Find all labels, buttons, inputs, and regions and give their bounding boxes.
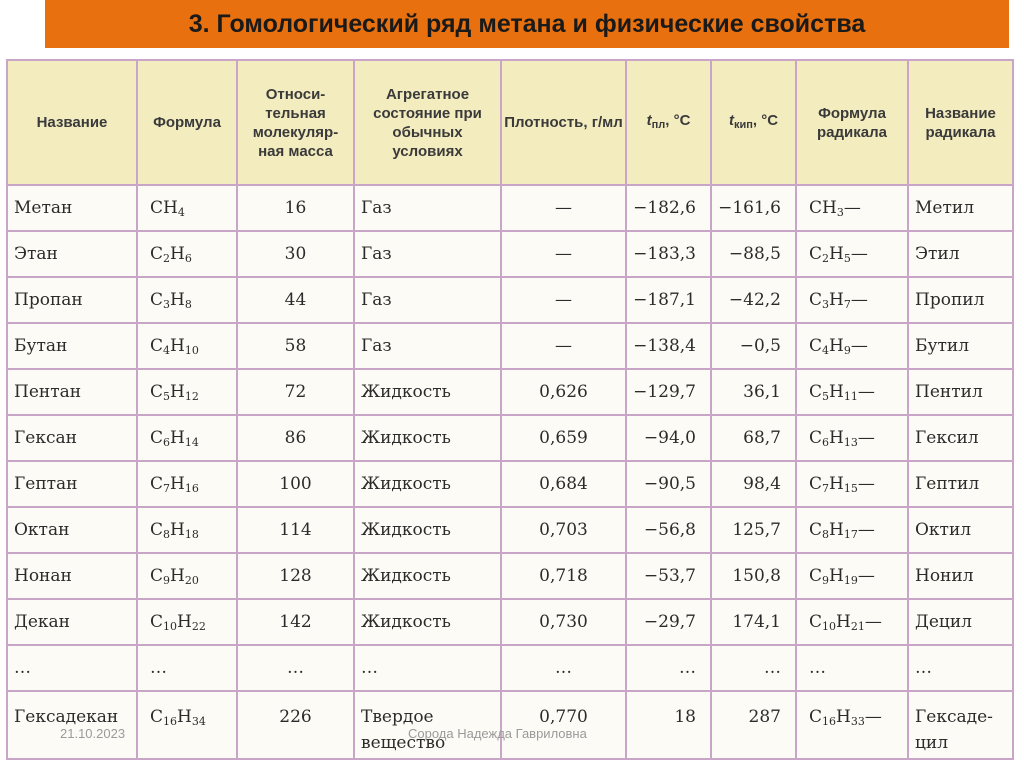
cell-melting-point: … xyxy=(626,645,711,691)
cell-formula xyxy=(137,691,237,759)
cell-density: … xyxy=(501,645,626,691)
cell-formula xyxy=(137,323,237,369)
formula-part: C xyxy=(150,243,164,264)
radical-part: 2 xyxy=(822,251,830,265)
cell-boiling-point: −42,2 xyxy=(711,277,796,323)
cell-mass: … xyxy=(237,645,354,691)
cell-mass: 226 xyxy=(237,691,354,759)
formula-part: 4 xyxy=(177,205,185,219)
cell-mass: 128 xyxy=(237,553,354,599)
cell-melting-point: −187,1 xyxy=(626,277,711,323)
formula-part: C xyxy=(150,427,164,448)
formula-part: 16 xyxy=(163,715,178,728)
cell-mass: 44 xyxy=(237,277,354,323)
radical-part: 17 xyxy=(843,527,858,541)
cell-mass: 30 xyxy=(237,231,354,277)
cell-radical-name: Децил xyxy=(908,599,1013,645)
radical-part: C xyxy=(809,707,823,727)
table-row xyxy=(7,415,1013,461)
cell-radical-formula xyxy=(796,323,908,369)
formula-part: 34 xyxy=(191,715,206,728)
cell-radical-name: Гексаде-цил xyxy=(908,691,1013,759)
cell-name: Пропан xyxy=(7,277,137,323)
cell-radical-formula xyxy=(796,185,908,231)
table-row xyxy=(7,231,1013,277)
cell-melting-point: −94,0 xyxy=(626,415,711,461)
cell-radical-name: Пропил xyxy=(908,277,1013,323)
radical-part: 13 xyxy=(843,435,858,449)
radical-part: 3 xyxy=(822,297,830,311)
cell-boiling-point: −0,5 xyxy=(711,323,796,369)
cell-density: 0,770 xyxy=(501,691,626,759)
table-row xyxy=(7,599,1013,645)
cell-state: Жидкость xyxy=(354,461,501,507)
header-tmelt-symbol: t xyxy=(646,111,652,129)
cell-density: — xyxy=(501,185,626,231)
cell-formula xyxy=(137,599,237,645)
cell-melting-point: −56,8 xyxy=(626,507,711,553)
formula-part: H xyxy=(170,335,185,356)
cell-radical-formula xyxy=(796,415,908,461)
formula-part: … xyxy=(150,658,167,678)
radical-part: 6 xyxy=(822,435,830,449)
radical-part: 11 xyxy=(843,389,858,403)
formula-part: C xyxy=(150,197,164,218)
table-body xyxy=(7,185,1013,759)
formula-part: 7 xyxy=(163,481,171,495)
formula-part: H xyxy=(170,519,185,540)
cell-density: 0,626 xyxy=(501,369,626,415)
formula-part: C xyxy=(150,381,164,402)
cell-mass: 16 xyxy=(237,185,354,231)
formula-part: 8 xyxy=(163,527,171,541)
footer-date: 21.10.2023 xyxy=(60,726,126,741)
cell-radical-formula xyxy=(796,691,908,759)
formula-part: H xyxy=(177,611,192,632)
cell-melting-point: −29,7 xyxy=(626,599,711,645)
cell-density: — xyxy=(501,231,626,277)
cell-state: Жидкость xyxy=(354,507,501,553)
radical-part: C xyxy=(809,473,823,494)
cell-boiling-point: 125,7 xyxy=(711,507,796,553)
footer-author: Сорода Надежда Гавриловна xyxy=(408,726,587,741)
cell-name: … xyxy=(7,645,137,691)
formula-part: 22 xyxy=(191,619,206,633)
cell-boiling-point: 68,7 xyxy=(711,415,796,461)
formula-part: C xyxy=(150,611,164,632)
header-tmelt-sub: пл xyxy=(651,118,666,131)
cell-radical-name: Гептил xyxy=(908,461,1013,507)
cell-melting-point: −138,4 xyxy=(626,323,711,369)
formula-part: H xyxy=(163,197,178,218)
cell-formula xyxy=(137,277,237,323)
formula-part: 8 xyxy=(184,297,192,311)
radical-part: H xyxy=(829,427,844,448)
cell-formula xyxy=(137,415,237,461)
formula-part: 3 xyxy=(163,297,171,311)
cell-formula xyxy=(137,507,237,553)
cell-name: Бутан xyxy=(7,323,137,369)
cell-radical-formula xyxy=(796,231,908,277)
cell-state: Газ xyxy=(354,185,501,231)
formula-part: 10 xyxy=(184,343,199,357)
formula-part: 18 xyxy=(184,527,199,541)
cell-formula xyxy=(137,553,237,599)
formula-part: 9 xyxy=(163,573,171,587)
cell-boiling-point: 174,1 xyxy=(711,599,796,645)
formula-part: 14 xyxy=(184,435,199,449)
cell-boiling-point: 98,4 xyxy=(711,461,796,507)
radical-part: H xyxy=(829,289,844,310)
radical-part: 15 xyxy=(843,481,858,495)
cell-density: 0,659 xyxy=(501,415,626,461)
cell-mass: 142 xyxy=(237,599,354,645)
cell-boiling-point: 36,1 xyxy=(711,369,796,415)
radical-part: C xyxy=(809,381,823,402)
cell-boiling-point: … xyxy=(711,645,796,691)
cell-state: Газ xyxy=(354,323,501,369)
formula-part: C xyxy=(150,565,164,586)
cell-name: Метан xyxy=(7,185,137,231)
cell-density: — xyxy=(501,277,626,323)
radical-part: C xyxy=(809,565,823,586)
header-tmelt-unit: , °С xyxy=(665,111,691,129)
cell-name: Пентан xyxy=(7,369,137,415)
radical-part: H xyxy=(829,243,844,264)
cell-radical-name: Пентил xyxy=(908,369,1013,415)
cell-boiling-point: −161,6 xyxy=(711,185,796,231)
formula-part: H xyxy=(170,289,185,310)
header-melting-point xyxy=(626,60,711,185)
cell-boiling-point: −88,5 xyxy=(711,231,796,277)
cell-name: Гексадекан xyxy=(7,691,137,759)
cell-radical-formula xyxy=(796,553,908,599)
radical-part: — xyxy=(857,519,875,540)
cell-radical-name: Нонил xyxy=(908,553,1013,599)
formula-part: 10 xyxy=(163,619,178,633)
radical-part: H xyxy=(829,335,844,356)
radical-part: 9 xyxy=(822,573,830,587)
cell-formula xyxy=(137,369,237,415)
header-tboil-symbol: t xyxy=(728,111,734,129)
header-tboil-sub: кип xyxy=(733,118,753,131)
radical-part: — xyxy=(857,381,875,402)
cell-state: Жидкость xyxy=(354,553,501,599)
table-row xyxy=(7,461,1013,507)
cell-formula xyxy=(137,185,237,231)
cell-melting-point: −183,3 xyxy=(626,231,711,277)
formula-part: 6 xyxy=(163,435,171,449)
page-title: 3. Гомологический ряд метана и физические свойства xyxy=(188,9,866,38)
formula-part: 4 xyxy=(163,343,171,357)
cell-boiling-point: 150,8 xyxy=(711,553,796,599)
table-row xyxy=(7,553,1013,599)
radical-part: C xyxy=(809,289,823,310)
formula-part: H xyxy=(170,243,185,264)
title-banner xyxy=(45,0,1009,48)
cell-mass: 72 xyxy=(237,369,354,415)
radical-part: 19 xyxy=(843,573,858,587)
table-row xyxy=(7,645,1013,691)
header-tboil-unit: , °С xyxy=(752,111,779,129)
cell-name: Декан xyxy=(7,599,137,645)
cell-radical-formula xyxy=(796,599,908,645)
cell-boiling-point: 287 xyxy=(711,691,796,759)
cell-formula xyxy=(137,231,237,277)
cell-radical-formula xyxy=(796,645,908,691)
header-formula: Формула xyxy=(137,60,237,185)
cell-radical-name: Гексил xyxy=(908,415,1013,461)
formula-part: H xyxy=(177,707,192,727)
cell-formula xyxy=(137,645,237,691)
radical-part: — xyxy=(850,243,868,264)
radical-part: — xyxy=(857,565,875,586)
cell-state: Жидкость xyxy=(354,415,501,461)
radical-part: … xyxy=(809,658,826,678)
cell-radical-name: Метил xyxy=(908,185,1013,231)
formula-part: 6 xyxy=(184,251,192,265)
alkanes-table xyxy=(6,59,1014,760)
radical-part: 9 xyxy=(843,343,851,357)
cell-name: Этан xyxy=(7,231,137,277)
cell-melting-point: 18 xyxy=(626,691,711,759)
formula-part: C xyxy=(150,707,164,727)
cell-state: Жидкость xyxy=(354,599,501,645)
radical-part: 10 xyxy=(822,619,837,633)
cell-radical-name: … xyxy=(908,645,1013,691)
cell-mass: 100 xyxy=(237,461,354,507)
table-row xyxy=(7,277,1013,323)
formula-part: C xyxy=(150,289,164,310)
radical-part: C xyxy=(809,243,823,264)
header-radical-formula: Формула радикала xyxy=(796,60,908,185)
formula-part: 16 xyxy=(184,481,199,495)
table-row xyxy=(7,185,1013,231)
cell-name: Гексан xyxy=(7,415,137,461)
formula-part: C xyxy=(150,473,164,494)
radical-part: — xyxy=(850,289,868,310)
cell-radical-name: Бутил xyxy=(908,323,1013,369)
cell-radical-formula xyxy=(796,277,908,323)
formula-part: H xyxy=(170,473,185,494)
radical-part: 7 xyxy=(843,297,851,311)
cell-density: 0,730 xyxy=(501,599,626,645)
radical-part: — xyxy=(850,335,868,356)
header-state: Агрегатное состояние при обычных условиях xyxy=(354,60,501,185)
radical-part: 5 xyxy=(843,251,851,265)
header-row xyxy=(7,60,1013,185)
formula-part: 12 xyxy=(184,389,199,403)
cell-formula xyxy=(137,461,237,507)
header-density: Плотность, г/мл xyxy=(501,60,626,185)
cell-name: Октан xyxy=(7,507,137,553)
formula-part: 2 xyxy=(163,251,171,265)
radical-part: — xyxy=(864,611,882,632)
radical-part: 8 xyxy=(822,527,830,541)
cell-radical-formula xyxy=(796,461,908,507)
radical-part: H xyxy=(836,611,851,632)
table-row xyxy=(7,323,1013,369)
cell-mass: 114 xyxy=(237,507,354,553)
header-boiling-point xyxy=(711,60,796,185)
cell-state: Твердое вещество xyxy=(354,691,501,759)
cell-density: 0,684 xyxy=(501,461,626,507)
formula-part: H xyxy=(170,381,185,402)
cell-density: — xyxy=(501,323,626,369)
radical-part: 4 xyxy=(822,343,830,357)
radical-part: 3 xyxy=(836,205,844,219)
formula-part: C xyxy=(150,335,164,356)
radical-part: H xyxy=(829,565,844,586)
formula-part: 5 xyxy=(163,389,171,403)
radical-part: C xyxy=(809,335,823,356)
radical-part: H xyxy=(829,381,844,402)
radical-part: CH xyxy=(809,197,837,218)
formula-part: 20 xyxy=(184,573,199,587)
header-name: Название xyxy=(7,60,137,185)
formula-part: H xyxy=(170,565,185,586)
cell-melting-point: −182,6 xyxy=(626,185,711,231)
cell-name: Гептан xyxy=(7,461,137,507)
cell-density: 0,718 xyxy=(501,553,626,599)
radical-part: H xyxy=(829,519,844,540)
radical-part: H xyxy=(836,707,851,727)
radical-part: C xyxy=(809,611,823,632)
cell-name: Нонан xyxy=(7,553,137,599)
radical-part: 21 xyxy=(850,619,865,633)
formula-part: C xyxy=(150,519,164,540)
cell-state: … xyxy=(354,645,501,691)
cell-mass: 86 xyxy=(237,415,354,461)
alkanes-table-wrapper xyxy=(6,59,1012,759)
formula-part: H xyxy=(170,427,185,448)
radical-part: 7 xyxy=(822,481,830,495)
cell-radical-formula xyxy=(796,507,908,553)
header-molecular-mass: Относи-тельная молекуляр-ная масса xyxy=(237,60,354,185)
cell-radical-formula xyxy=(796,369,908,415)
radical-part: 5 xyxy=(822,389,830,403)
cell-radical-name: Октил xyxy=(908,507,1013,553)
cell-melting-point: −90,5 xyxy=(626,461,711,507)
table-row xyxy=(7,507,1013,553)
cell-mass: 58 xyxy=(237,323,354,369)
header-radical-name: Название радикала xyxy=(908,60,1013,185)
radical-part: — xyxy=(843,197,861,218)
radical-part: — xyxy=(857,427,875,448)
cell-radical-name: Этил xyxy=(908,231,1013,277)
cell-state: Газ xyxy=(354,277,501,323)
cell-state: Жидкость xyxy=(354,369,501,415)
radical-part: — xyxy=(864,707,882,727)
cell-melting-point: −53,7 xyxy=(626,553,711,599)
radical-part: C xyxy=(809,519,823,540)
radical-part: C xyxy=(809,427,823,448)
table-row xyxy=(7,369,1013,415)
radical-part: H xyxy=(829,473,844,494)
radical-part: — xyxy=(857,473,875,494)
cell-density: 0,703 xyxy=(501,507,626,553)
radical-part: 16 xyxy=(822,715,837,728)
cell-melting-point: −129,7 xyxy=(626,369,711,415)
cell-state: Газ xyxy=(354,231,501,277)
table-row xyxy=(7,691,1013,759)
radical-part: 33 xyxy=(850,715,865,728)
